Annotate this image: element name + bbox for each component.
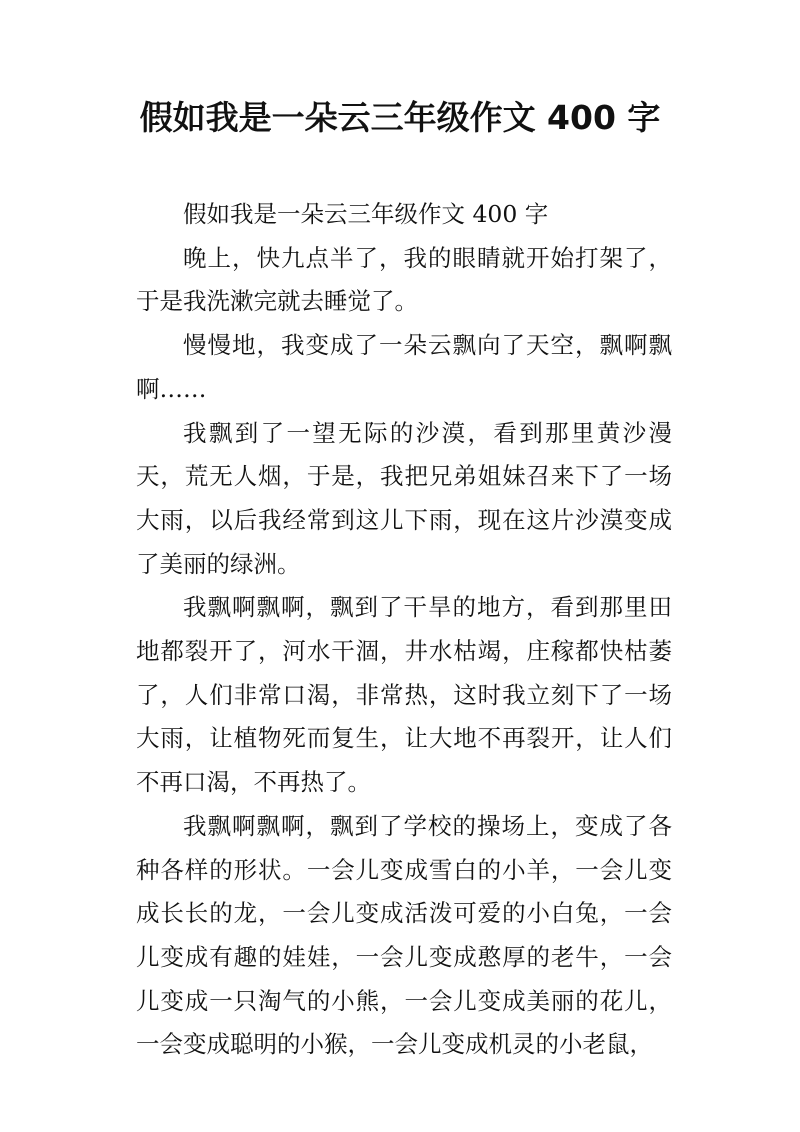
paragraph: 我飘啊飘啊，飘到了学校的操场上，变成了各种各样的形状。一会儿变成雪白的小羊，一会儿变成长长的龙，一会儿变成活泼可爱的小白兔，一会儿变成有趣的娃娃，一会儿变成憨厚的老牛，一会儿变成一只淘气的小熊，一会儿变成美丽的花儿，一会变成聪明的小猴，一会儿变成机灵的小老鼠， (136, 811, 672, 1059)
paragraph: 我飘啊飘啊，飘到了干旱的地方，看到那里田地都裂开了，河水干涸，井水枯竭，庄稼都快枯萎了，人们非常口渴，非常热，这时我立刻下了一场大雨，让植物死而复生，让大地不再裂开，让人们不再口渴，不再热了。 (136, 593, 672, 797)
paragraph: 假如我是一朵云三年级作文 400 字 (183, 200, 549, 228)
document-title: 假如我是一朵云三年级作文 400 字 (139, 98, 661, 137)
paragraph: 晚上，快九点半了，我的眼睛就开始打架了，于是我洗漱完就去睡觉了。 (136, 243, 672, 316)
paragraph: 慢慢地，我变成了一朵云飘向了天空，飘啊飘啊…… (136, 331, 672, 403)
paragraph: 我飘到了一望无际的沙漠，看到那里黄沙漫天，荒无人烟，于是，我把兄弟姐妹召来下了一场大雨，以后我经常到这儿下雨，现在这片沙漠变成了美丽的绿洲。 (136, 418, 672, 578)
document-body (136, 193, 672, 1067)
